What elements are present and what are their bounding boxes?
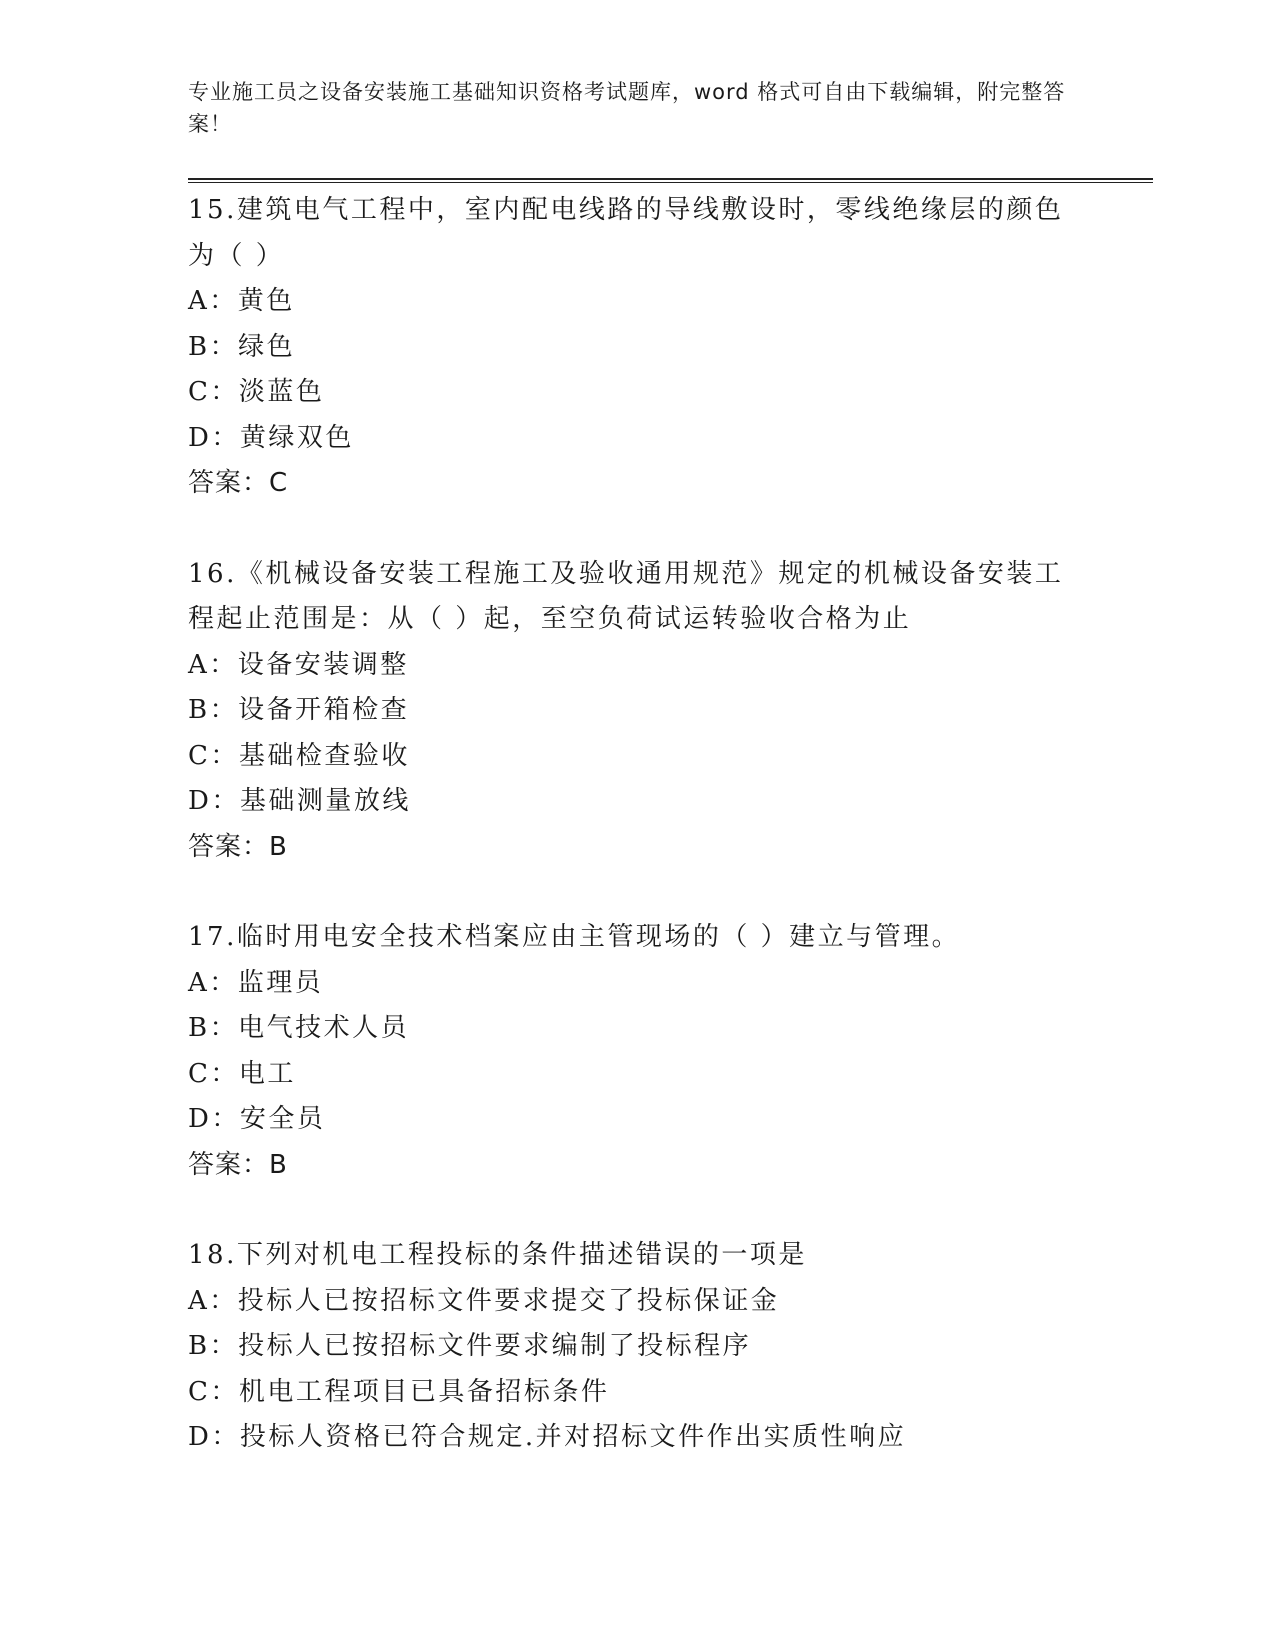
option-c: C：淡蓝色	[188, 377, 325, 407]
option-c: C：电工	[188, 1058, 296, 1089]
option-a: A：投标人已按招标文件要求提交了投标保证金	[188, 1285, 780, 1316]
option-a: A：设备安装调整	[188, 649, 409, 680]
question-item	[188, 1233, 1088, 1461]
answer-line: 答案：B	[188, 831, 288, 862]
answer-line: 答案：B	[188, 1149, 288, 1180]
question-list	[188, 188, 1088, 1461]
question-item	[188, 188, 1088, 507]
page-header-text: 专业施工员之设备安装施工基础知识资格考试题库，word 格式可自由下载编辑，附完整答案！	[188, 80, 1066, 136]
option-d: D：投标人资格已符合规定.并对招标文件作出实质性响应	[188, 1422, 907, 1452]
question-stem: 17.临时用电安全技术档案应由主管现场的（ ）建立与管理。	[188, 922, 961, 952]
question-stem: 16.《机械设备安装工程施工及验收通用规范》规定的机械设备安装工程起止范围是：从（ ）起，至空负荷试运转验收合格为止	[188, 558, 1064, 634]
option-c: C：基础检查验收	[188, 740, 410, 771]
option-d: D：基础测量放线	[188, 786, 411, 816]
divider-line-thin	[188, 182, 1153, 183]
question-stem: 15.建筑电气工程中，室内配电线路的导线敷设时，零线绝缘层的颜色为（ ）	[188, 195, 1064, 271]
divider-line-thick	[188, 178, 1153, 180]
option-d: D：安全员	[188, 1104, 326, 1134]
option-d: D：黄绿双色	[188, 422, 354, 453]
option-b: B：设备开箱检查	[188, 695, 410, 725]
option-c: C：机电工程项目已具备招标条件	[188, 1376, 610, 1407]
option-a: A：黄色	[188, 286, 295, 316]
option-b: B：投标人已按招标文件要求编制了投标程序	[188, 1331, 752, 1361]
question-item	[188, 915, 1088, 1188]
option-b: B：电气技术人员	[188, 1013, 410, 1043]
answer-line: 答案：C	[188, 468, 289, 498]
option-a: A：监理员	[188, 967, 324, 998]
option-b: B：绿色	[188, 331, 296, 362]
question-stem: 18.下列对机电工程投标的条件描述错误的一项是	[188, 1240, 807, 1270]
header-divider	[188, 178, 1153, 183]
question-item	[188, 552, 1088, 871]
